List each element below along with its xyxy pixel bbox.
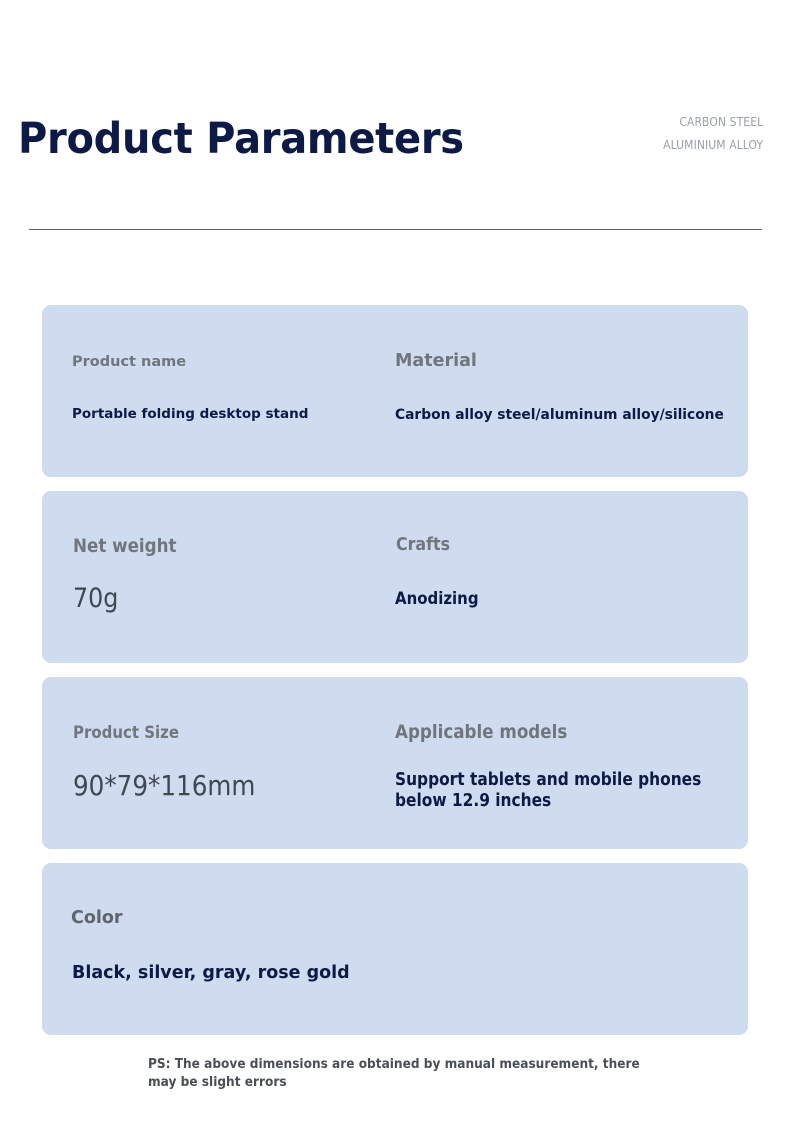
header-divider <box>29 229 762 230</box>
page-title: Product Parameters <box>18 114 464 164</box>
param-card-name-material <box>42 305 748 477</box>
color-value: Black, silver, gray, rose gold <box>72 963 350 983</box>
param-card-weight-crafts <box>42 491 748 663</box>
applicable-models-value-line2: below 12.9 inches <box>395 791 552 811</box>
material-tags <box>652 111 763 157</box>
product-size-label: Product Size <box>73 723 179 743</box>
product-name-value: Portable folding desktop stand <box>72 406 309 422</box>
applicable-models-label: Applicable models <box>395 721 568 743</box>
material-tag-carbon-steel: CARBON STEEL <box>679 115 763 129</box>
param-card-size-models <box>42 677 748 849</box>
net-weight-value: 70g <box>73 583 119 614</box>
color-label: Color <box>71 908 123 928</box>
measurement-note-line2: may be slight errors <box>148 1074 287 1090</box>
net-weight-label: Net weight <box>73 535 177 557</box>
measurement-note <box>148 1055 668 1091</box>
material-tag-aluminium-alloy: ALUMINIUM ALLOY <box>662 138 763 152</box>
applicable-models-value-line1: Support tablets and mobile phones <box>395 770 702 790</box>
param-card-color <box>42 863 748 1035</box>
material-label: Material <box>395 351 477 371</box>
material-value: Carbon alloy steel/aluminum alloy/silicone <box>395 407 724 423</box>
measurement-note-line1: PS: The above dimensions are obtained by manual measurement, there <box>148 1056 640 1072</box>
crafts-label: Crafts <box>396 534 451 555</box>
product-name-label: Product name <box>72 354 187 370</box>
product-size-value: 90*79*116mm <box>73 769 256 802</box>
crafts-value: Anodizing <box>395 589 479 609</box>
